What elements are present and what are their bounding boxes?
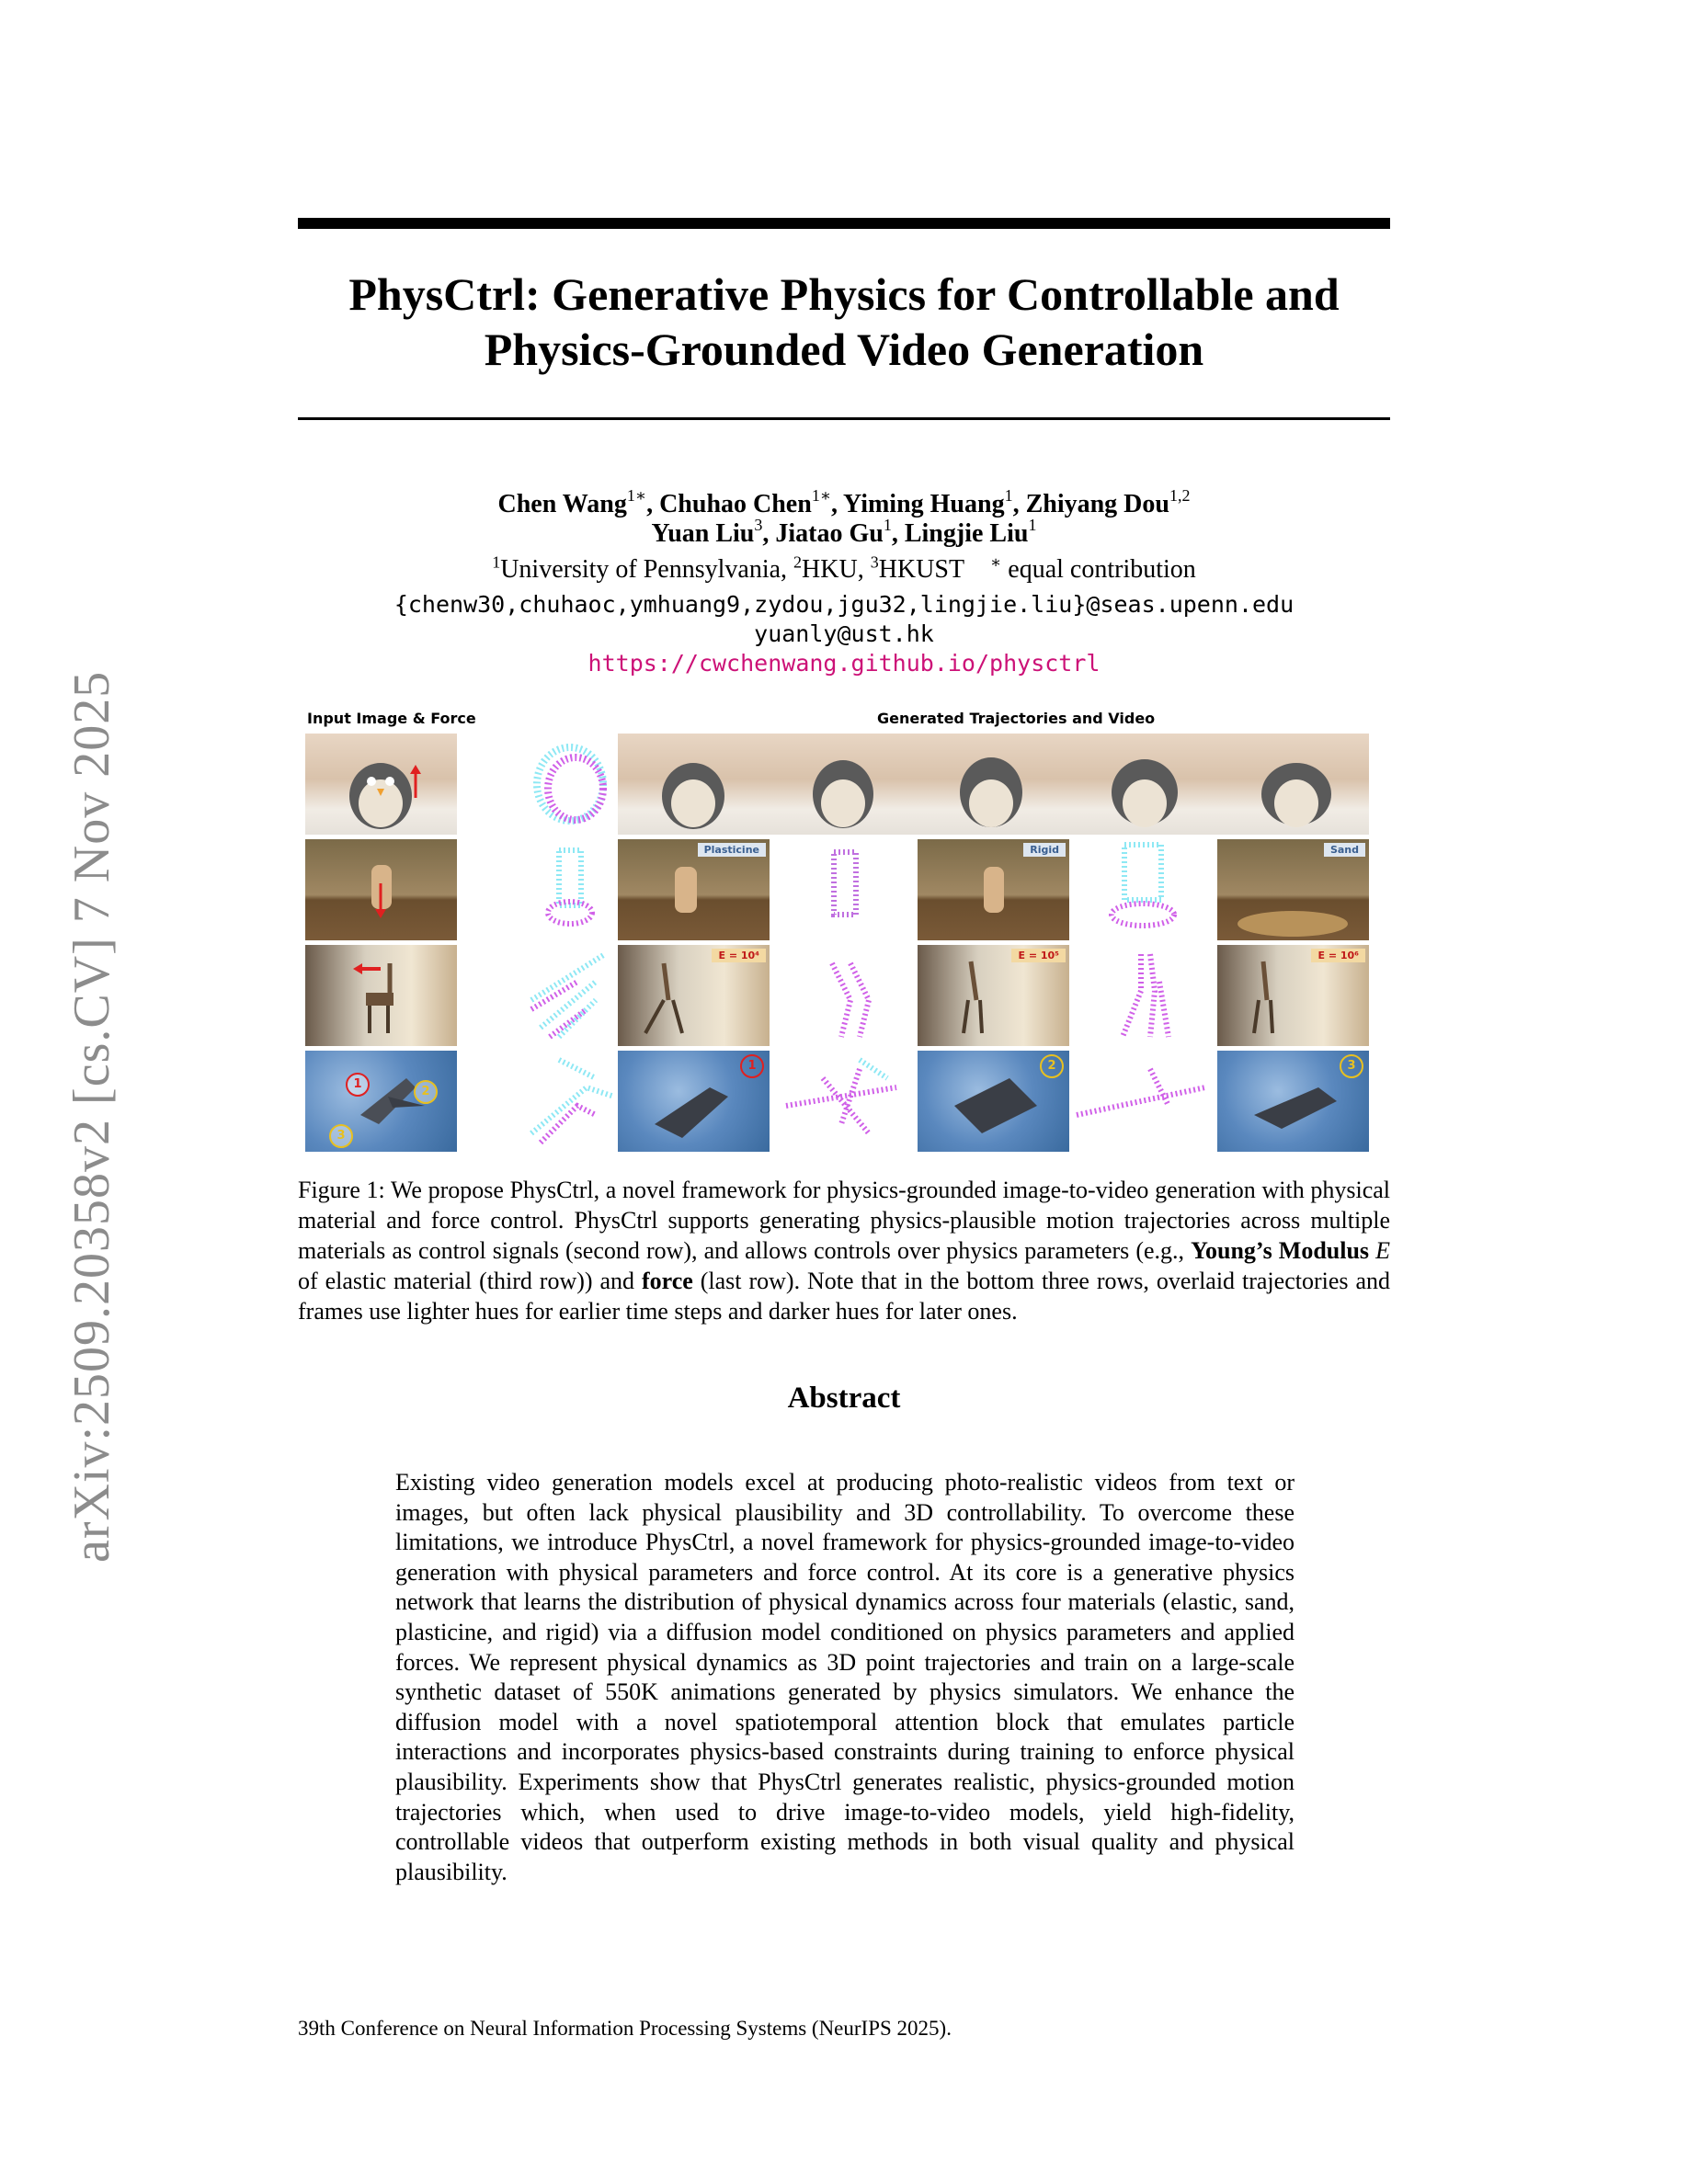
author-name: Chen Wang — [497, 490, 627, 518]
author-affil-mark: 1,2 — [1169, 485, 1191, 505]
force-marker-3: 3 — [329, 1124, 353, 1148]
cat-sand-frame — [1217, 839, 1369, 940]
project-url-link[interactable]: https://cwchenwang.github.io/physctrl — [587, 650, 1101, 677]
force-marker-2: 2 — [414, 1080, 438, 1104]
caption-text: of elastic material (third row)) and — [298, 1268, 642, 1294]
penguin-frame-1 — [618, 734, 770, 835]
email-line-1: {chenw30,chuhaoc,ymhuang9,zydou,jgu32,lingjie.liu}@seas.upenn.edu — [393, 591, 1295, 618]
figure-caption — [298, 1175, 1390, 1326]
author-name: Zhiyang Dou — [1025, 490, 1169, 518]
force-marker-1: 1 — [346, 1073, 370, 1097]
jet-force1-frame — [618, 1051, 770, 1152]
authors-line-2 — [298, 515, 1390, 549]
penguin-frame-3 — [918, 734, 1069, 835]
jet-input-image — [305, 1051, 457, 1152]
jet-force2-frame — [918, 1051, 1069, 1152]
teaser-figure — [298, 710, 1390, 1156]
author-name: Yuan Liu — [651, 519, 755, 548]
conference-footnote: 39th Conference on Neural Information Processing Systems (NeurIPS 2025). — [298, 2017, 952, 2040]
e6-label: E = 10⁶ — [1311, 949, 1365, 962]
penguin-frame-4 — [1067, 734, 1219, 835]
sand-label: Sand — [1324, 843, 1365, 857]
author-name: Chuhao Chen — [659, 490, 812, 518]
author-name: Yiming Huang — [843, 490, 1005, 518]
author-affil-mark: 3 — [754, 515, 763, 534]
equal-contribution-note: equal contribution — [1001, 555, 1196, 584]
title-line-1: PhysCtrl: Generative Physics for Controllable and — [348, 268, 1340, 320]
giraffe-trajectory-e5 — [1067, 945, 1219, 1046]
caption-bold-youngs-modulus: Young’s Modulus — [1191, 1237, 1370, 1264]
equal-contribution-mark: ∗ — [990, 552, 1002, 572]
author-affil-mark: 1∗ — [626, 485, 647, 505]
author-name: Lingjie Liu — [904, 519, 1029, 548]
author-separator: , — [891, 519, 905, 548]
caption-text: (last row). Note that in the bottom three rows, overlaid trajectories and frames use lighter hues for earlier time steps and darker hues for later ones. — [298, 1268, 1390, 1325]
affil-mark: 1 — [492, 552, 501, 572]
e4-label: E = 10⁴ — [712, 949, 766, 962]
figure-heading-generated: Generated Trajectories and Video — [877, 710, 1156, 727]
affiliations — [298, 554, 1390, 586]
title-line-2: Physics-Grounded Video Generation — [484, 324, 1204, 375]
giraffe-e5-frame — [918, 945, 1069, 1046]
caption-bold-force: force — [642, 1268, 693, 1294]
author-affil-mark: 1 — [883, 515, 892, 534]
author-block — [298, 485, 1390, 549]
arxiv-identifier: arXiv:2509.20358v2 [cs.CV] 7 Nov 2025 — [63, 670, 120, 1563]
giraffe-input-image — [305, 945, 457, 1046]
author-separator: , — [646, 490, 660, 518]
abstract-body: Existing video generation models excel at producing photo-realistic videos from text or images, but often lack physical plausibility and 3D controllability. To overcome these limitations, we introduce PhysCtrl, a novel framework for physics-grounded image-to-video generation with physical parameters and force control. At its core is a generative physics network that learns the distribution of physical dynamics across four materials (elastic, sand, plasticine, and rigid) via a diffusion model conditioned on physics parameters and applied forces. We represent physical dynamics as 3D point trajectories and train on a large-scale synthetic dataset of 550K animations generated by physics simulators. We enhance the diffusion model with a novel spatiotemporal attention block that emulates particle interactions and incorporates physics-based constraints during training to enforce physical plausibility. Experiments show that PhysCtrl generates realistic, physics-grounded motion trajectories which, when used to drive image-to-video models, yield high-fidelity, controllable videos that outperform existing methods in both visual quality and physical plausibility. — [395, 1469, 1295, 1885]
cat-rigid-frame — [918, 839, 1069, 940]
giraffe-e4-frame — [618, 945, 770, 1046]
affil-mark: 3 — [870, 552, 879, 572]
giraffe-trajectory-e4 — [768, 945, 919, 1046]
cat-input-image — [305, 839, 457, 940]
affil-hku: HKU, — [802, 555, 871, 584]
figure-heading-input: Input Image & Force — [307, 710, 476, 727]
frame-force-marker-2: 2 — [1040, 1054, 1064, 1078]
author-affil-mark: 1 — [1004, 485, 1013, 505]
caption-text: Figure 1: We propose PhysCtrl, a novel framework for physics-grounded image-to-video generation with physical material and force control. PhysCtrl supports generating physics-plausible motion trajectories across multiple materials as control signals (second row), and allows controls over physics parameters (e.g., — [298, 1177, 1390, 1264]
jet-trajectory-force2 — [1067, 1051, 1219, 1152]
jet-trajectory-force1 — [768, 1051, 919, 1152]
plasticine-label: Plasticine — [698, 843, 766, 857]
title-top-rule — [298, 218, 1390, 229]
penguin-frame-2 — [768, 734, 919, 835]
penguin-frame-5 — [1217, 734, 1369, 835]
author-affil-mark: 1∗ — [811, 485, 832, 505]
giraffe-e6-frame — [1217, 945, 1369, 1046]
e5-label: E = 10⁵ — [1011, 949, 1066, 962]
authors-line-1 — [298, 485, 1390, 519]
rigid-label: Rigid — [1023, 843, 1066, 857]
title-bottom-rule — [298, 417, 1390, 420]
frame-force-marker-3: 3 — [1340, 1054, 1363, 1078]
email-line-2: yuanly@ust.hk — [754, 620, 934, 647]
author-affil-mark: 1 — [1028, 515, 1037, 534]
affil-hkust: HKUST — [878, 555, 965, 584]
penguin-input-image — [305, 734, 457, 835]
author-separator: , — [831, 490, 844, 518]
author-separator: , — [1012, 490, 1026, 518]
author-separator: , — [762, 519, 776, 548]
author-name: Jiatao Gu — [775, 519, 884, 548]
cat-trajectory-sand — [1067, 839, 1219, 940]
affil-mark: 2 — [793, 552, 803, 572]
cat-trajectory-rigid — [768, 839, 919, 940]
paper-title — [298, 267, 1390, 377]
cat-plasticine-frame — [618, 839, 770, 940]
frame-force-marker-1: 1 — [740, 1054, 764, 1078]
affil-upenn: University of Pennsylvania, — [500, 555, 794, 584]
jet-force3-frame — [1217, 1051, 1369, 1152]
caption-variable-e: E — [1369, 1237, 1390, 1264]
abstract-heading: Abstract — [787, 1382, 901, 1415]
